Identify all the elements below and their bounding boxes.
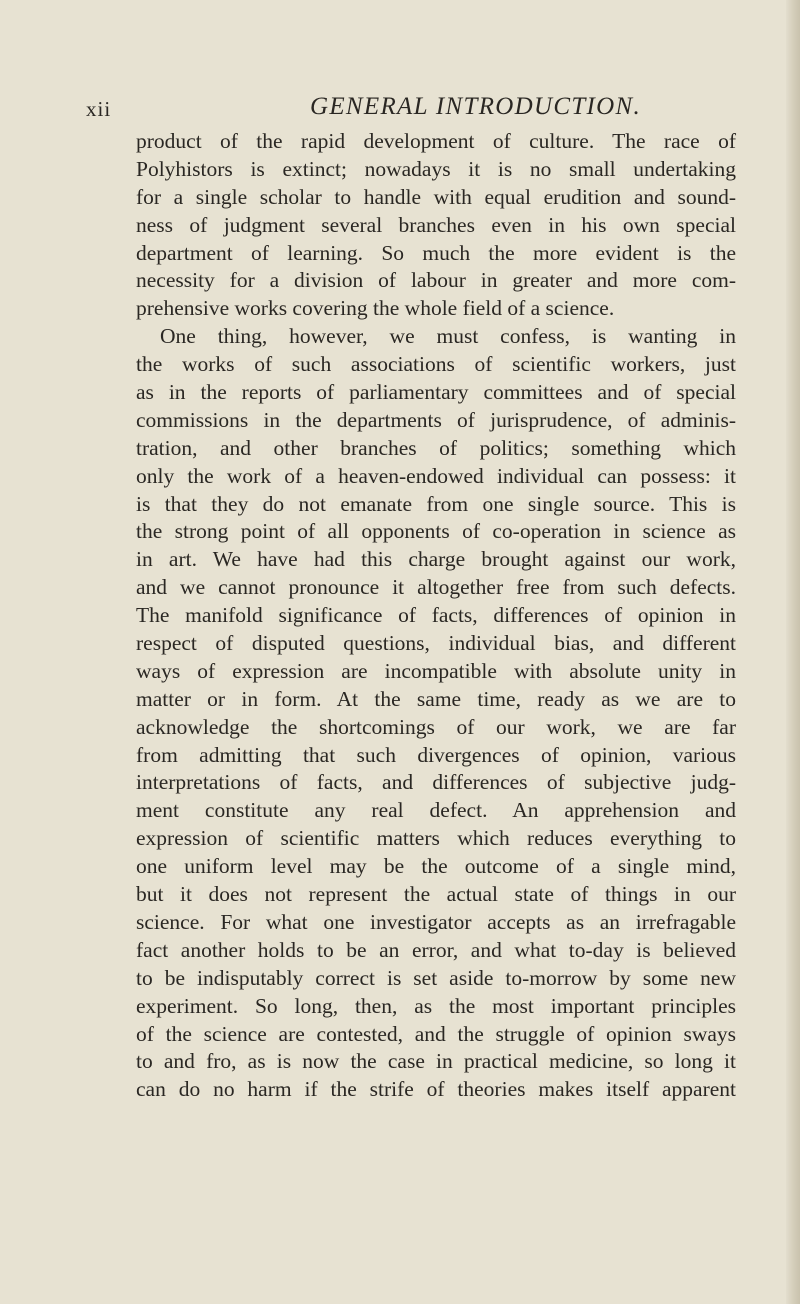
text-line: from admitting that such divergences of opinion, various (136, 742, 736, 767)
text-line: is that they do not emanate from one single source. This is (136, 491, 736, 516)
text-line: experiment. So long, then, as the most important principles (136, 993, 736, 1018)
text-line: the strong point of all opponents of co-operation in science as (136, 519, 736, 544)
text-line: and we cannot pronounce it altogether free from such defects. (136, 575, 736, 600)
text-line: ness of judgment several branches even in his own special (136, 212, 736, 237)
text-line: respect of disputed questions, individual bias, and different (136, 631, 736, 656)
text-line: commissions in the departments of jurisprudence, of adminis- (136, 407, 736, 432)
text-line: in art. We have had this charge brought against our work, (136, 547, 736, 572)
running-header (0, 93, 800, 123)
page-edge (786, 0, 800, 1304)
text-line: prehensive works covering the whole field of a science. (136, 296, 615, 321)
text-line: but it does not represent the actual state of things in our (136, 882, 736, 907)
text-line: ways of expression are incompatible with absolute unity in (136, 658, 736, 683)
text-line: acknowledge the shortcomings of our work, we are far (136, 714, 736, 739)
running-title: GENERAL INTRODUCTION. (310, 93, 642, 120)
text-line: One thing, however, we must confess, is wanting in (160, 324, 736, 349)
text-line: for a single scholar to handle with equal erudition and sound- (136, 184, 736, 209)
body-text (136, 128, 736, 1104)
page-number: xii (86, 97, 112, 121)
text-line: tration, and other branches of politics; something which (136, 435, 736, 460)
text-line: product of the rapid development of culture. The race of (136, 129, 736, 153)
text-line: necessity for a division of labour in greater and more com- (136, 268, 736, 293)
text-line: fact another holds to be an error, and what to-day is believed (136, 937, 736, 962)
text-line: The manifold significance of facts, differences of opinion in (136, 603, 736, 628)
text-line: of the science are contested, and the struggle of opinion sways (136, 1021, 736, 1046)
text-line: department of learning. So much the more evident is the (136, 240, 736, 265)
text-line: can do no harm if the strife of theories makes itself apparent (136, 1077, 736, 1102)
text-line: the works of such associations of scientific workers, just (136, 352, 736, 377)
text-line: as in the reports of parliamentary committees and of special (136, 380, 736, 405)
text-line: to and fro, as is now the case in practical medicine, so long it (136, 1049, 736, 1074)
text-line: interpretations of facts, and differences of subjective judg- (136, 770, 736, 795)
text-line: matter or in form. At the same time, ready as we are to (136, 686, 736, 711)
text-line: science. For what one investigator accepts as an irrefragable (136, 909, 736, 934)
text-line: to be indisputably correct is set aside to-morrow by some new (136, 965, 736, 990)
text-line: one uniform level may be the outcome of a single mind, (136, 854, 736, 879)
text-line: only the work of a heaven-endowed individual can possess: it (136, 463, 736, 488)
text-line: ment constitute any real defect. An apprehension and (136, 798, 736, 823)
text-line: expression of scientific matters which reduces everything to (136, 826, 736, 851)
text-line: Polyhistors is extinct; nowadays it is no small undertaking (136, 156, 736, 181)
